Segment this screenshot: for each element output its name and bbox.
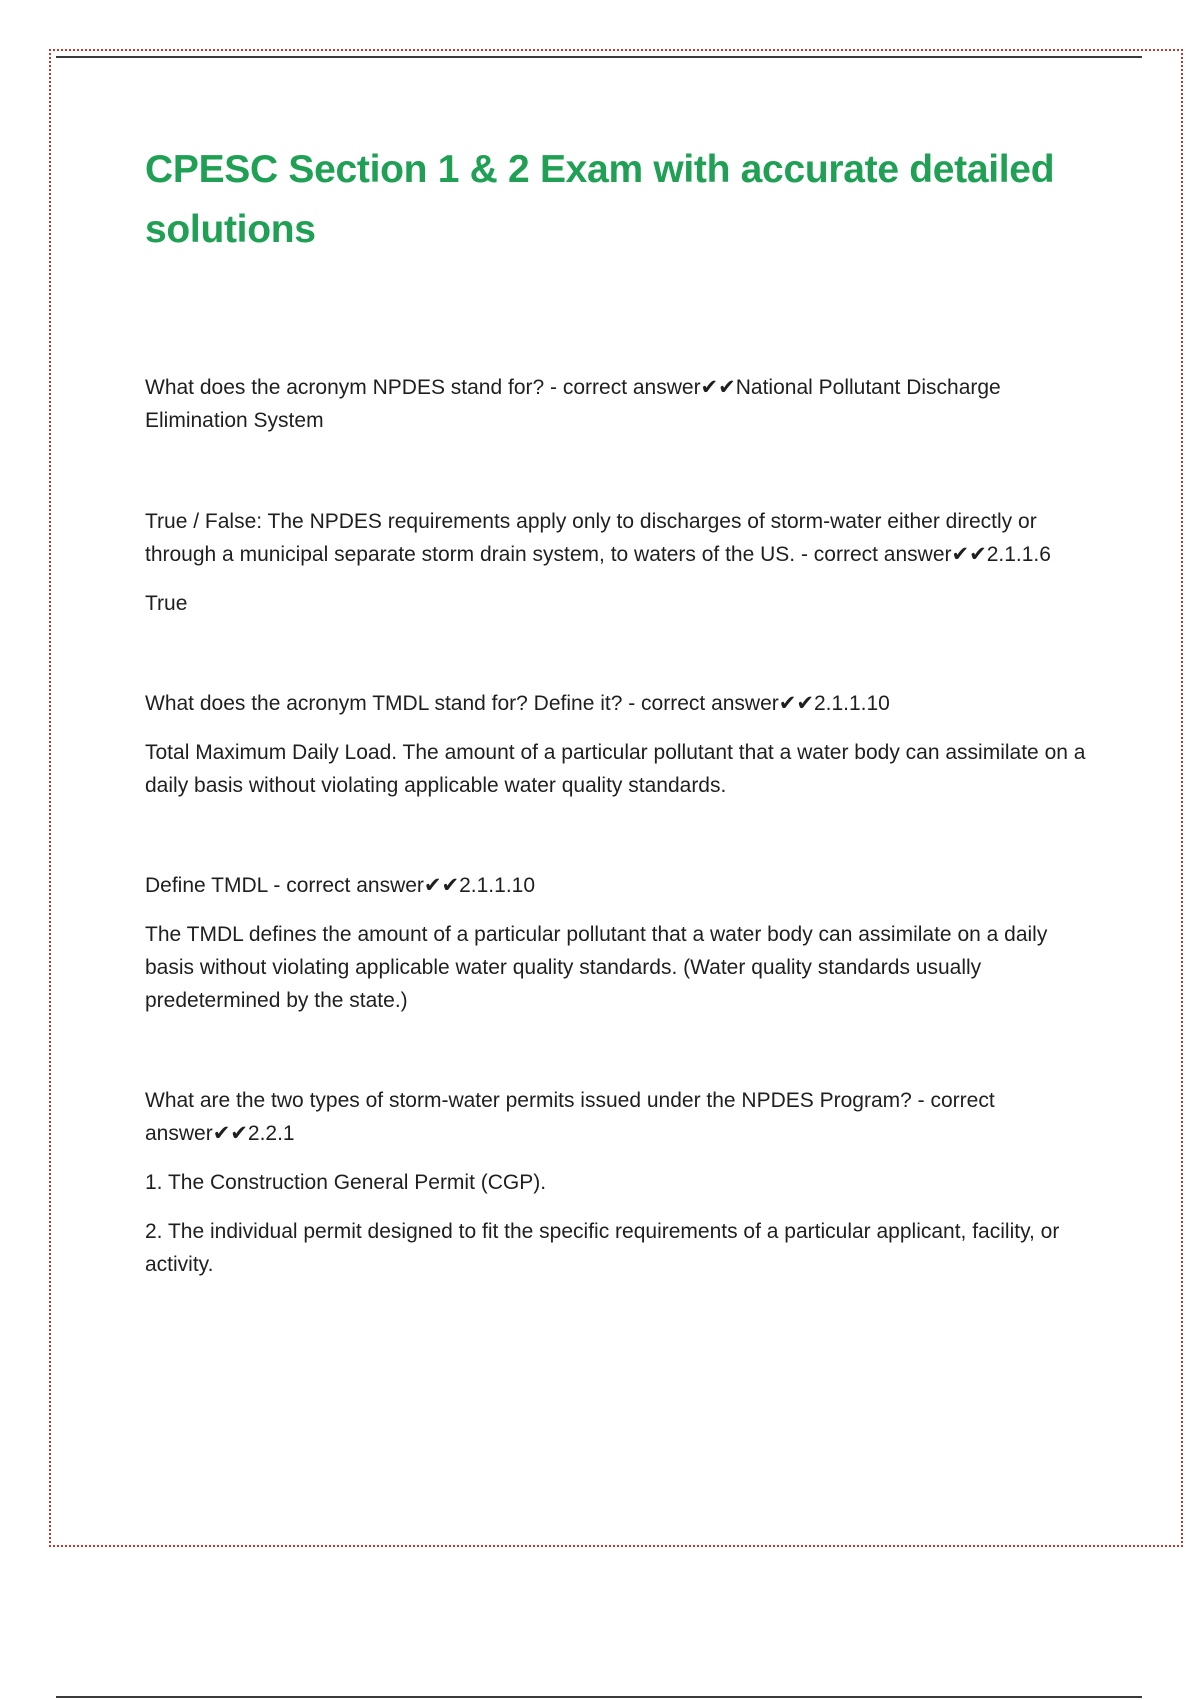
question-text: True / False: The NPDES requirements apply only to discharges of storm-water either directly or through a municipal separate storm drain system, to waters of the US. - correct answer✔✔2.1.1.6 (145, 510, 1051, 566)
question-text: What are the two types of storm-water permits issued under the NPDES Program? - correct answer✔✔2.2.1 (145, 1089, 995, 1145)
question-text: What does the acronym NPDES stand for? - correct answer✔✔National Pollutant Discharge Elimination System (145, 376, 1001, 432)
header-rule (56, 56, 1142, 58)
answer-text: The TMDL defines the amount of a particular pollutant that a water body can assimilate on a daily basis without violating applicable water quality standards. (Water quality standards usually predetermined by the state.) (145, 923, 1048, 1012)
footer-rule (56, 1696, 1142, 1698)
document-body (145, 140, 1090, 1281)
answer-text: Total Maximum Daily Load. The amount of a particular pollutant that a water body can assimilate on a daily basis without violating applicable water quality standards. (145, 741, 1086, 797)
answer-list-item: 2. The individual permit designed to fit the specific requirements of a particular applicant, facility, or activity. (145, 1220, 1060, 1276)
document-title: CPESC Section 1 & 2 Exam with accurate detailed solutions (145, 148, 1055, 251)
answer-text: True (145, 592, 188, 615)
qa-item (145, 869, 1090, 1017)
qa-item (145, 1084, 1090, 1281)
qa-item (145, 687, 1090, 802)
question-text: What does the acronym TMDL stand for? Define it? - correct answer✔✔2.1.1.10 (145, 692, 890, 715)
question-text: Define TMDL - correct answer✔✔2.1.1.10 (145, 874, 536, 897)
answer-list-item: 1. The Construction General Permit (CGP). (145, 1171, 547, 1194)
qa-item (145, 371, 1090, 437)
qa-item (145, 505, 1090, 620)
